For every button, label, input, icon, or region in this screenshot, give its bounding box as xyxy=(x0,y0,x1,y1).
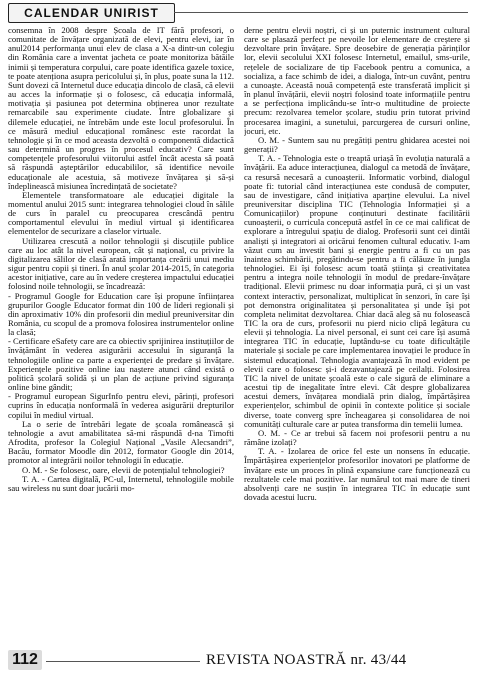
footer-divider xyxy=(46,661,200,662)
paragraph: Utilizarea crescută a noilor tehnologii și discuțiile publice care au loc atât la nivel european, cât și național, cu privire la digitalizarea sălilor de clasă arată importanța creării unui mediu sigur pentru copii și tineri. În anul școlar 2014-2015, în categoria acestor inițiative, care au în vedere creșterea impactului educației folosind noile tehnologii, se încadrează: xyxy=(8,235,234,292)
right-text-column xyxy=(244,26,470,606)
paragraph: T. A. - Cartea digitală, PC-ul, Internetul, tehnologiile mobile sau wireless nu sunt doar jucării mo- xyxy=(8,473,234,493)
magazine-title: REVISTA NOASTRĂ nr. 43/44 xyxy=(206,652,407,668)
page-header xyxy=(0,0,480,26)
section-title: CALENDAR UNIRIST xyxy=(8,3,175,23)
paragraph: O. M. - Se folosesc, oare, elevii de potențialul tehnologiei? xyxy=(22,464,225,475)
paragraph: - Programul european SigurInfo pentru elevi, părinți, profesori cuprins în educația nonformală în vederea asigurării drepturilor copilui în mediul virtual. xyxy=(8,391,234,420)
left-text-column xyxy=(8,26,234,606)
paragraph: consemna în 2008 despre Școala de IT fără profesori, o comunitate de învățare organizată de elevi, pentru elevi, iar în anul2014 performanța unui elev de clasa a X-a dintr-un colegiu din România care a inventat jacheta ce poate monitoriza bătăile inimii și temperatura corpului, care poate identifica gazele toxice, te poate atenționa asupra pericolului și, în plus, poate suna la 112. Sunt dovezi că Internetul duce educația dincolo de clasă, că elevii au acces la informație și o folosesc, că educația informală, motivația și pasiunea pot determina obținerea unor rezultate remarcabile sau experimente ciudate. Între globalizare și dilemele educației, ne întrebăm unde este locul profesorului. În ce măsură mediul educațional românesc este racordat la tehnologie și în ce mod aceasta dezvoltă o componentă didactică sau determină un progres în procesul educativ? Care sunt competențele profesorului viitorului astfel încât acesta să poată să răspundă așteptărilor educabililor, să identifice nevoile educaționale ale acestuia, să motiveze învățarea și să-și îndeplinească misiunea încredințată de societate? xyxy=(8,26,234,191)
paragraph: Elementele transformatoare ale educației digitale la momentul anului 2015 sunt: integrarea tehnologiei cloud în sălile de curs în paralel cu preocuparea crescândă pentru comportamentul elevului în mediul virtual și identificarea elementelor de securizare a claselor virtuale. xyxy=(8,189,234,237)
paragraph: derne pentru elevii noștri, ci și un puternic instrument cultural care se plasază perfect pe nevoile lor elementare de creștere și dezvoltare prin învățare. Spre deosebire de generația părinților lor, elevii secolului XXI folosesc Internetul, emailul, sms-urile, rețelele de socializare de tip Facebook pentru a comunica, a socializa, a face schimb de idei, a dialoga, într-un cuvânt, pentru a cunoaște. Această nouă competență este transferată implicit și în planul învățării, elevii noștri folosind toate informațiile pentru a se perfecționa implicându-se într-o multitudine de proiecte precum: rezolvarea temelor școlare, studiu prin tutorat privind procesarea imagini, a sunetului, parcurgerea de cursuri online, jocuri, etc. xyxy=(244,26,470,136)
paragraph: O. M. - Suntem sau nu pregătiți pentru ghidarea acestei noi generații? xyxy=(244,134,470,155)
header-divider xyxy=(174,12,468,13)
paragraph: - Certificare eSafety care are ca obiectiv sprijinirea instituțiilor de învățământ în vederea asigurării accesului în siguranță la tehnologiile online ca parte a experienței de predare și învățare. Experiențele pozitive online iau naștere atunci când există o politică școlară solidă și un plan de acțiune privind siguranța online bine gândit; xyxy=(8,336,234,393)
paragraph: T. A. - Izolarea de orice fel este un nonsens în educație. Împărtășirea experiențelor profesorilor inovatori pe platforme de învățare este un proces în plină expansiune care funcționează cu rezultatele cele mai pozitive. Iar numărul tot mai mare de tineri absolvenți care ne susțin în integrarea TIC în educație sunt dovada acestui lucru. xyxy=(244,446,470,502)
paragraph: - Programul Google for Education care își propune înființarea grupurilor Google Educator format din 100 de lideri regionali și din aproximativ 10% din profesorii din mediul preuniversitar din România, cu scopul de a promova folosirea instrumentelor online la clasă; xyxy=(8,290,234,338)
page-footer xyxy=(0,612,480,672)
page-number: 112 xyxy=(8,650,42,670)
paragraph: La o serie de întrebări legate de școala românească și tehnologie a avut amabilitatea să-mi răspundă d-na Timofti Afrodita, profesor la Colegiul Național „Vasile Alecsandri”, Bacău, formator Moodle din 2012, formator Google din 2014, promotor al integrării noilor tehnologii în educație. xyxy=(8,418,234,466)
paragraph: O. M. - Ce ar trebui să facem noi profesorii pentru a nu rămâne izolați? xyxy=(244,427,470,448)
paragraph: T. A. - Tehnologia este o treaptă uriașă în evoluția naturală a învățării. Ea aduce interacțiunea, dialogul ca metodă de învățare, ca resursă necesară a cunoașterii. Informatic vorbind, dialogul poate fi: tutorial când interacțiunea este condusă de computer, sau de investigare, când inițiativa aparține elevului. La nivel preuniversitar disciplina TIC (Tehnologia Informației și a Comunicațiilor) propune conținuturi destinate facilitării cunoașterii, o curricula concepută astfel în ce ce mai calificat de explorare a întregului spațiu de dialog. Profesorii sunt cei dintâi analiști și integratori ai oricărui fenomen cultural educativ. I-am văzut cum au investit bani și energie pentru a fi cu un pas înaintea schimbării, pregătindu-se pentru a fi călăuze în jungla tehnologiei. Ei își folosesc acum toată știința și creativitatea pentru a integra noile tehnologii în modul de predare-învățare tradițional. Elevii primesc nu doar informația pură, ci și un vast context interactiv, personalizat, multiplicat în senzori, în care își pot demonstra originalitatea și personalitatea și unde își pot completa nelimitat dezvoltarea. Chiar dacă aleg să nu folosească TIC la ora de curs, profesorii nu pierd nicio clipă legătura cu elevii și tehnologia. La nivel personal, ei sunt cei care își asumă integrarea TIC în educație, luptându-se cu toate dificultățile materiale și sociale pe care implementarea inovației le produce în sistemul educațional. Tehnologia avantajează în mod evident pe elevii care o folosesc și-i dezavantajează pe ceilalți. Folosirea TIC la nivel de unitate școală este o cale sigură de eliminare a acestui tip de inegalitate între elevi. Cât despre globalizarea acestui demers, învățarea mondială prin dialog, împărtășirea experiențelor, schimbul de opinii în contexte politice și sociale diverse, toate converg spre încheagarea și consolidarea de noi comunități culturale care ar putea transforma din temelii lumea. xyxy=(244,153,470,429)
